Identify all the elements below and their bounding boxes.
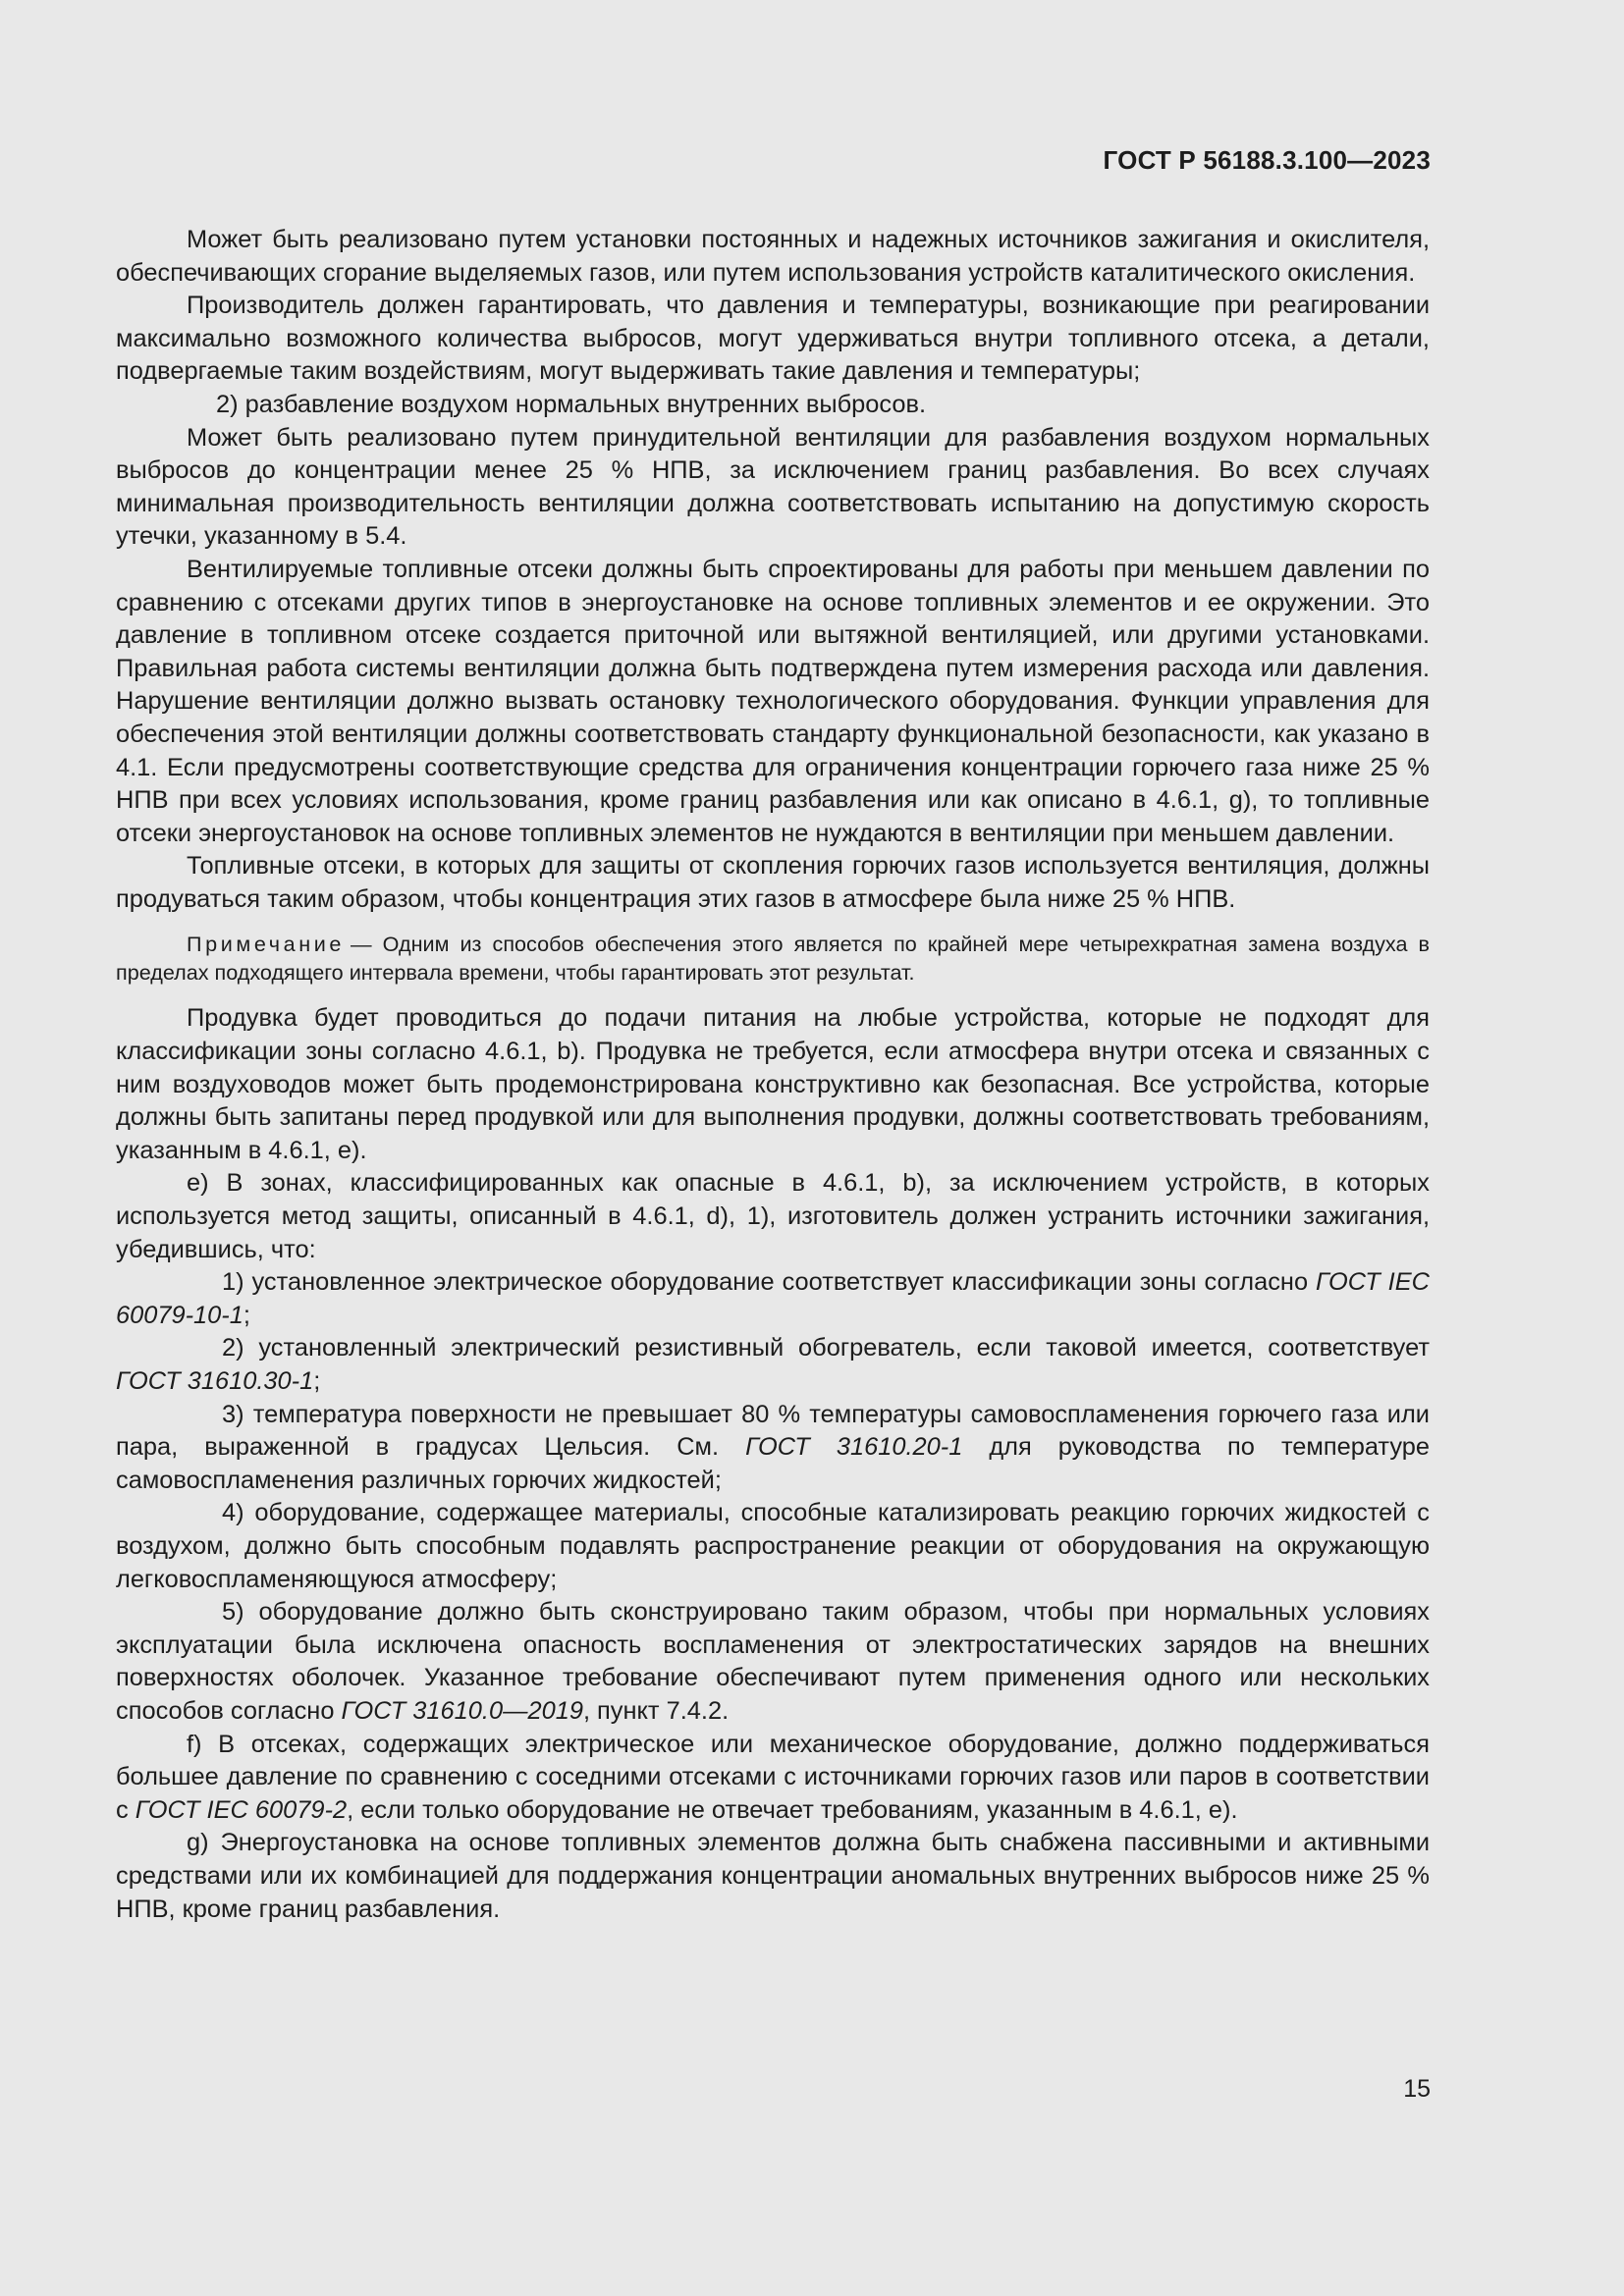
paragraph-item-g: g) Энергоустановка на основе топливных элементов должна быть снабжена пассивными и активными средствами или их комбинацией для поддержания концентрации аномальных внутренних выбросов ниже 25 % НПВ, кроме границ разбавления.: [116, 1829, 1430, 1923]
list-item-5-text: 5) оборудование должно быть сконструировано таким образом, чтобы при нормальных условиях эксплуатации была исключена опасность воспламенения от электростатических зарядов на внешних поверхностях оболочек. Указанное требование обеспечивают путем применения одного или нескольких способов согласно: [116, 1598, 1430, 1725]
standard-header: ГОСТ Р 56188.3.100—2023: [1103, 145, 1431, 175]
note-label: Примечание: [187, 932, 345, 957]
paragraph-item-e: е) В зонах, классифицированных как опасные в 4.6.1, b), за исключением устройств, в которых используется метод защиты, описанный в 4.6.1, d), 1), изготовитель должен устранить источники зажигания, убедившись, что:: [116, 1169, 1430, 1263]
paragraph-ventilated-compartments: Вентилируемые топливные отсеки должны быть спроектированы для работы при меньшем давлении по сравнению с отсеками других типов в энергоустановке на основе топливных элементов и ее окружении. Это давление в топливном отсеке создается приточной или вытяжной вентиляцией, или другими установками. Правильная работа системы вентиляции должна быть подтверждена путем измерения расхода или давления. Нарушение вентиляции должно вызвать остановку технологического оборудования. Функции управления для обеспечения этой вентиляции должны соответствовать стандарту функциональной безопасности, как указано в 4.1. Если предусмотрены соответствующие средства для ограничения концентрации горючего газа ниже 25 % НПВ при всех условиях использования, кроме границ разбавления или как описано в 4.6.1, g), то топливные отсеки энергоустановок на основе топливных элементов не нуждаются в вентиляции при меньшем давлении.: [116, 555, 1430, 847]
list-item-5: [116, 1596, 1430, 1728]
page-number: 15: [1403, 2075, 1431, 2103]
paragraph-purge-before-power: Продувка будет проводиться до подачи питания на любые устройства, которые не подходят для классификации зоны согласно 4.6.1, b). Продувка не требуется, если атмосфера внутри отсека и связанных с ним воздуховодов может быть продемонстрирована конструктивно как безопасная. Все устройства, которые должны быть запитаны перед продувкой или для выполнения продувки, должны соответствовать требованиям, указанным в 4.6.1, е).: [116, 1004, 1430, 1164]
list-item-1: [116, 1266, 1430, 1332]
list-item-4: 4) оборудование, содержащее материалы, способные катализировать реакцию горючих жидкостей с воздухом, должно быть способным подавлять распространение реакции от оборудования на окружающую легковоспламеняющуюся атмосферу;: [116, 1499, 1430, 1593]
list-item-2: [116, 1332, 1430, 1398]
note-text: — Одним из способов обеспечения этого является по крайней мере четырехкратная замена воздуха в пределах подходящего интервала времени, чтобы гарантировать этот результат.: [116, 932, 1430, 986]
list-item-2-end: ;: [313, 1367, 321, 1395]
paragraph-item-f-end: , если только оборудование не отвечает требованиям, указанным в 4.6.1, е).: [347, 1795, 1238, 1824]
list-item-5-end: , пункт 7.4.2.: [582, 1696, 730, 1725]
paragraph-manufacturer-guarantee: Производитель должен гарантировать, что давления и температуры, возникающие при реагировании максимально возможного количества выбросов, могут удерживаться внутри топливного отсека, а детали, подвергаемые таким воздействиям, могут выдерживать такие давления и температуры;: [116, 292, 1430, 386]
paragraph-item-f: [116, 1729, 1430, 1828]
paragraph-purging: Топливные отсеки, в которых для защиты от скопления горючих газов используется вентиляция, должны продуваться таким образом, чтобы концентрация этих газов в атмосфере была ниже 25 % НПВ.: [116, 852, 1430, 913]
document-body: [116, 224, 1430, 1926]
list-item-3: [116, 1399, 1430, 1498]
note: [116, 930, 1430, 987]
list-item-3-end: для руководства по температуре самовоспламенения различных горючих жидкостей;: [116, 1433, 1430, 1494]
paragraph-oxidation: Может быть реализовано путем установки постоянных и надежных источников зажигания и окислителя, обеспечивающих сгорание выделяемых газов, или путем использования устройств каталитического окисления.: [116, 226, 1430, 287]
paragraph-item-f-text: f) В отсеках, содержащих электрическое или механическое оборудование, должно поддерживаться большее давление по сравнению с соседними отсеками с источниками горючих газов или паров в соответствии с: [116, 1730, 1430, 1824]
paragraph-forced-ventilation: Может быть реализовано путем принудительной вентиляции для разбавления воздухом нормальных выбросов до концентрации менее 25 % НПВ, за исключением границ разбавления. Во всех случаях минимальная производительность вентиляции должна соответствовать испытанию на допустимую скорость утечки, указанному в 5.4.: [116, 423, 1430, 551]
list-item-2-text: 2) установленный электрический резистивный обогреватель, если таковой имеется, соответствует: [222, 1334, 1430, 1362]
list-item-3-text: 3) температура поверхности не превышает 80 % температуры самовоспламенения горючего газа или пара, выраженной в градусах Цельсия. См.: [116, 1400, 1430, 1462]
list-item-3-reference: ГОСТ 31610.20-1: [745, 1433, 963, 1462]
list-item-air-dilution: 2) разбавление воздухом нормальных внутренних выбросов.: [216, 390, 927, 418]
list-item-1-end: ;: [243, 1301, 250, 1329]
list-item-1-reference: ГОСТ IEC 60079-10-1: [116, 1268, 1430, 1329]
paragraph-item-f-reference: ГОСТ IEC 60079-2: [135, 1795, 348, 1824]
list-item-2-reference: ГОСТ 31610.30-1: [116, 1367, 314, 1395]
list-item-1-text: 1) установленное электрическое оборудование соответствует классификации зоны согласно: [222, 1268, 1317, 1297]
list-item-5-reference: ГОСТ 31610.0—2019: [341, 1696, 583, 1725]
